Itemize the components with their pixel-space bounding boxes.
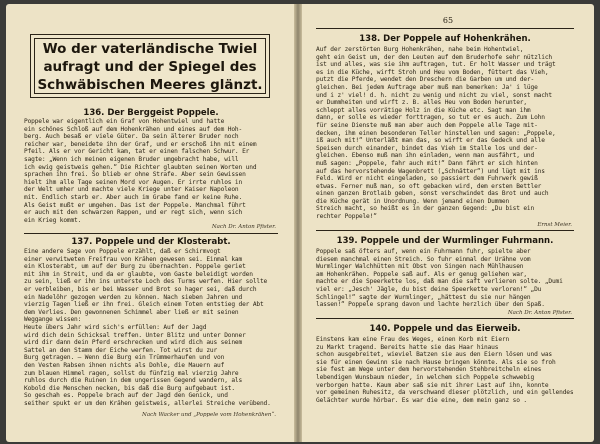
text-line: Schlingel!“ sagte der Wurmlinger, „hättest du sie nur hängen [316, 293, 531, 301]
text-line: berg. Auch besaß er viele Güter. Da sein älterer Bruder noch [24, 133, 239, 141]
text-line: etwas. Ferner muß man, so oft gebacken wird, dem ersten Bettler [316, 182, 542, 190]
story-source: Nach Wacker und „Poppele vom Hohenkrähen“. [142, 412, 276, 418]
text-line: verborgen hatte. Kaum aber saß sie mit ihrer Last auf ihn, konnte [316, 381, 549, 389]
story-source: Ernst Meier. [537, 222, 572, 228]
story-text [316, 336, 574, 404]
text-line: gleichen. Bei jedem Auftrage aber muß man bemerken: Ja' i lüge [316, 83, 538, 91]
divider [316, 318, 574, 319]
text-line: sagte: „Wenn ich meinen eigenen Bruder umgebracht habe, will [24, 155, 239, 163]
text-line: der Welt umher und machte viele Kriege unter Kaiser Napoleon [24, 186, 239, 194]
text-line: rechter Poppele!“ [316, 213, 377, 221]
text-line: ein Nadelöhr gezogen werden zu können. Nach sieben Jahren und [24, 293, 243, 301]
text-line: Heute übers Jahr wird sich's erfüllen: Auf der Jagd [24, 323, 207, 331]
text-line: es in die Küche, wirft Stroh und Heu vom Boden, füttert das Vieh, [316, 68, 549, 76]
text-line: zum blauen Himmel ragen, sollst du fünfzig mal vierzig Jahre [24, 369, 239, 377]
text-line: für seine Dienste muß man aber auch dem Poppele alle Tage mit- [316, 121, 538, 129]
text-line: dann, er solle es wieder forttragen, so tut er es auch. Zum Lohn [316, 114, 545, 122]
text-line: sprachen ihn frei. So blieb er ohne Strafe. Aber sein Gewissen [24, 171, 246, 179]
text-line: Als Geist mußt er umgehen. Das ist der Poppele. Manchmal führt [24, 201, 246, 209]
text-line: Poppele war eigentlich ein Graf von Hohentwiel und hatte [24, 118, 225, 125]
story-heading: 140. Poppele und das Eierweib. [369, 324, 521, 334]
text-line: lassen!“ Poppele sprang davon und lachte herzlich über den Spaß. [316, 301, 545, 309]
text-line: dem Verlies. Den gewonnenen Schimmel aber ließ er mit seinen [24, 308, 239, 316]
text-line: auf das hervorstehende Wagenbrett („Schnätter“) und lügt mit ins [316, 167, 545, 175]
text-line: So geschah es. Poppele brach auf der Jagd den Genick, und [24, 392, 228, 400]
text-line: wird dich dein Schicksal treffen. Unter Blitz und unter Donner [24, 331, 246, 339]
text-line: Auf der zerstörten Burg Hohenkrähen, nahe beim Hohentwiel, [316, 46, 524, 53]
text-line: ein schönes Schloß auf dem Hohenkrähen und eines auf dem Hoh- [24, 125, 243, 133]
text-line: Weggange wissen: [24, 316, 82, 324]
story-text [316, 46, 574, 221]
text-line: seither spukt er um den Krähen geistweis, allerlei Streiche verübend. [24, 399, 271, 407]
text-line: einer verwitweten Freifrau von Krähen gewesen sei. Einmal kam [24, 255, 243, 263]
story-text [316, 248, 574, 309]
text-line: einen ganzen Brotlaib geben, sonst verschwindet das Brot und auch [316, 190, 549, 198]
right-page [302, 4, 594, 442]
text-line: Poppele saß öfters auf, wenn ein Fuhrmann fuhr, spielte aber [316, 248, 531, 255]
text-line: sie für einen Gewinn sie nach Hause bringen könnte. Als sie so froh [316, 358, 556, 366]
text-line: ruhlos durch die Ruinen in dem ungerissen Gegend wandern, als [24, 377, 243, 385]
text-line: Streich macht, so heißt es in der ganzen Gegend: „Du bist ein [316, 205, 535, 213]
text-line: schon ausgebreitet, wieviel Batzen sie aus den Eiern lösen und was [316, 351, 552, 359]
text-line: die Küche gerät in Unordnung. Wenn jemand einen Dummen [316, 197, 510, 205]
story-source: Nach Dr. Anton Pfister. [211, 224, 276, 230]
text-line: Wurmlinger Walchhütten mit Obst von Singen nach Mühlhausen [316, 263, 524, 271]
chapter-title-line: aufragt und der Spiegel des [43, 59, 257, 75]
text-line: ich ewig geistweis gehen.“ Die Richter glaubten seinen Worten und [24, 163, 257, 171]
text-line: iß auch mit!“ Unterläßt man das, so wirft er das Gedeck und alle [316, 137, 545, 145]
text-line: den Vesten Rabsen ihnen nichts als Dohle, die Mauern auf [24, 361, 225, 369]
story-heading: 138. Der Poppele auf Hohenkrähen. [359, 34, 531, 44]
text-line: und i z' viel! d. h. nicht zu wenig und nicht zu viel, sonst macht [316, 91, 552, 99]
text-line: mit. Endlich starb er. Aber auch im Grabe fand er keine Ruhe. [24, 193, 243, 201]
story-heading: 136. Der Berggeist Poppele. [83, 108, 219, 118]
text-line: putzt die Pferde, wendet den Dreschern die Garben um und der- [316, 76, 535, 84]
chapter-title-line: Schwäbischen Meeres glänzt. [37, 77, 263, 93]
left-page [6, 4, 294, 442]
right-page-content [316, 4, 574, 442]
text-line: gleichen. Ebenso muß man ihn einladen, wenn man ausfährt, und [316, 152, 535, 160]
text-line: zu Markt tragend. Bereits hatte sie das Haar hinaus [316, 343, 499, 351]
story-text [24, 248, 278, 407]
text-line: Gelächter wurde hörbar. Es war die eine, dem mein ganz so . [316, 396, 527, 404]
text-line: lebendigen Wunsbaum nieder, in welchem sich Poppele schwwebig [316, 373, 535, 381]
text-line: ein Klosterabt, um auf der Burg zu übernachten. Poppele geriet [24, 263, 246, 271]
text-line: schleppt alles vorrätige Holz in die Küche etc. Sagt man ihm [316, 106, 531, 114]
text-line: Sattel an den Stamm der Eiche werfen. Tot wirst du zur [24, 346, 218, 354]
text-line: Pfeil. Als er vor Gericht kam, tat er einen falschen Schwur. Er [24, 148, 250, 156]
divider [316, 28, 574, 29]
text-line: am Hohenkrähen. Poppele saß auf. Als er genug geliehen war, [316, 270, 527, 278]
story-heading: 139. Poppele und der Wurmlinger Fuhrmann. [336, 236, 554, 246]
left-page-content [24, 4, 278, 442]
text-line: geht ein Geist um, der den Leuten auf dem Bruderhofe sehr nützlich [316, 53, 552, 61]
story-heading: 137. Poppele und der Klosterabt. [71, 237, 231, 247]
story-text [24, 118, 278, 224]
book-gutter [294, 4, 302, 442]
text-line: ist und alles, was sie ihm auftragen, tut. Er holt Wasser und trägt [316, 61, 556, 69]
text-line: muß sagen: „Poppele, fahr auch mit!“ Dann fährt er sich hinten [316, 159, 538, 167]
text-line: Burg getragen. — Wenn die Burg ein Trümmerhaufen und von [24, 354, 225, 362]
text-line: Speisen durch einander, bindet das Vieh im Stalle los und der- [316, 144, 538, 152]
text-line: decken, ihm einen besonderen Teller hinstellen und sagen: „Poppele, [316, 129, 556, 137]
text-line: Feld. Wird er nicht eingeladen, so passiert dem Fuhrwerk gewiß [316, 175, 538, 183]
text-line: er verbleiben, bis er bei Wasser und Brot so hager sei, daß durch [24, 285, 257, 293]
text-line: Eine andere Sage von Poppele erzählt, daß er Schirmvogt [24, 248, 221, 255]
text-line: er auch mit den schwarzen Rappen, und er regt sich, wenn sich [24, 209, 243, 217]
chapter-title-line: Wo der vaterländische Twiel [42, 41, 258, 57]
text-line: diesem manchmal einen Streich. So fuhr einmal der Urähne vom [316, 255, 531, 263]
text-line: er Dummheiten und wirft z. B. alles Heu vom Boden herunter, [316, 99, 527, 107]
text-line: vor gemeinen Ruhesitz, da verschwand dieser plötzlich, und ein gellendes [316, 389, 574, 397]
text-line: Einstens kam eine Frau des Weges, einen Korb mit Eiern [316, 336, 510, 343]
text-line: machte er die Speerkette los, daß man die saft verlieren solte. „Dumi [316, 278, 563, 286]
text-line: hielt ihm alle Tage seinen Mord vor Augen. Er irrte ruhlos in [24, 178, 243, 186]
text-line: ein Krieg kommt. [24, 216, 82, 224]
text-line: wird dir dann dein Pferd erschrecken und wird dich aus seinem [24, 339, 243, 347]
text-line: Kobold die Menschen necken, bis daß die Burg aufgebaut ist. [24, 384, 235, 392]
divider [316, 230, 574, 231]
text-line: zu sein, ließ er ihn ins unterste Loch des Turms werfen. Hier sollte [24, 278, 268, 286]
text-line: mit ihm in Streit, und da er glaubte, vom Gaste beleidigt worden [24, 270, 253, 278]
divider [24, 233, 278, 234]
text-line: viel er: „Jesch' Jägle, du bist deine Speerkette verloren!“ „Du [316, 285, 542, 293]
text-line: vierzig Tagen ließ er ihn frei. Gleich einem Toten entstieg der Abt [24, 301, 264, 309]
page-number: 65 [442, 16, 454, 25]
text-line: sie fest am Wege unter dem hervorstehenden Stehbreitcheln eines [316, 366, 542, 374]
text-line: reicher war, beneidete ihn der Graf, und er erschoß ihn mit einem [24, 140, 257, 148]
story-source: Nach Dr. Anton Pfister. [507, 310, 572, 316]
